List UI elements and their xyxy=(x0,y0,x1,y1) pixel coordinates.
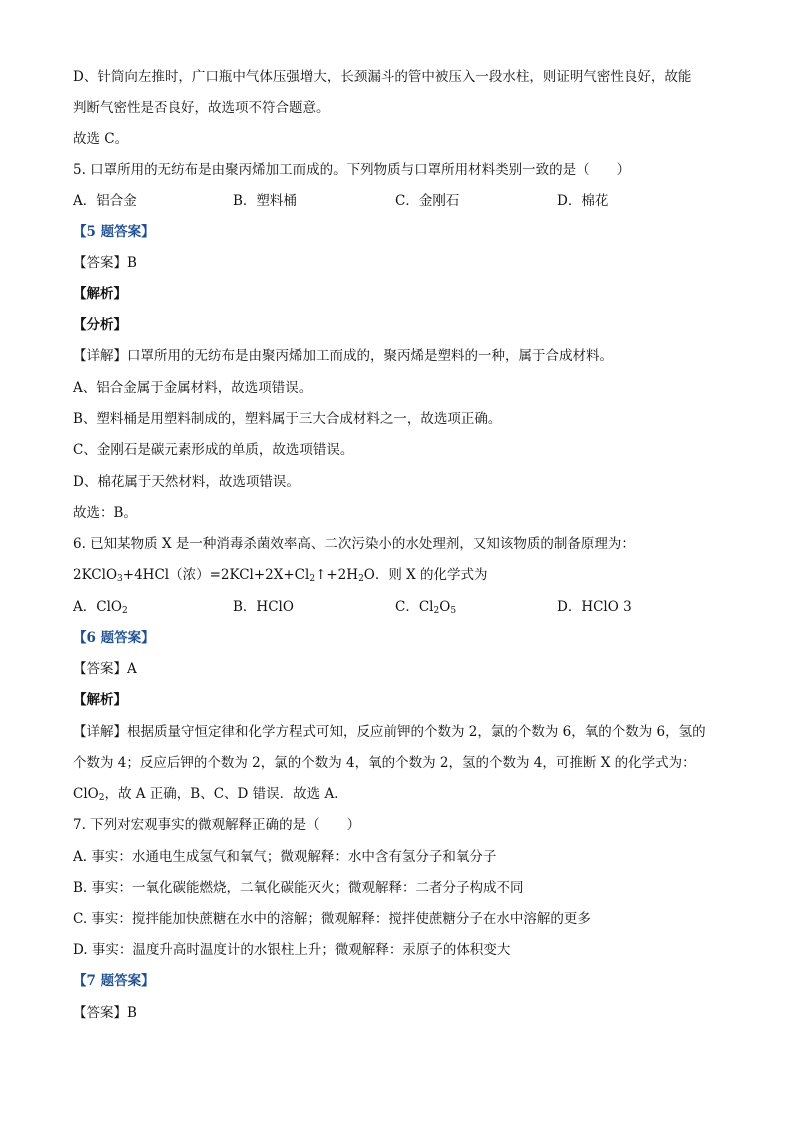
q7-answer: 【答案】B xyxy=(73,1005,137,1021)
q7-option-a: A. 事实：水通电生成氢气和氧气；微观解释：水中含有氢分子和氧分子 xyxy=(73,849,497,865)
q6-answer-header: 【6 题答案】 xyxy=(73,630,155,646)
q4-choice: 故选 C。 xyxy=(73,131,129,147)
q4-option-d-line1: D、针筒向左推时，广口瓶中气体压强增大，长颈漏斗的管中被压入一段水柱，则证明气密性良好，故能 xyxy=(73,69,692,85)
q6-option-b: B．HClO xyxy=(233,599,294,615)
q6-option-d: D．HClO 3 xyxy=(557,599,632,615)
q5-option-d: D．棉花 xyxy=(557,193,609,209)
q5-explain-b: B、塑料桶是用塑料制成的，塑料属于三大合成材料之一，故选项正确。 xyxy=(73,411,502,427)
q7-option-c: C. 事实：搅拌能加快蔗糖在水中的溶解；微观解释：搅拌使蔗糖分子在水中溶解的更多 xyxy=(73,911,591,927)
q6-analysis-label: 【解析】 xyxy=(73,692,127,708)
q5-fenxi-label: 【分析】 xyxy=(73,317,127,333)
q5-answer: 【答案】B xyxy=(73,255,137,271)
q5-explain-d: D、棉花属于天然材料，故选项错误。 xyxy=(73,474,300,490)
q6-conclusion: ClO$_2$，故 A 正确，B、C、D 错误．故选 A． xyxy=(73,786,348,803)
q5-explain-a: A、铝合金属于金属材料，故选项错误。 xyxy=(73,380,313,396)
q6-detail-line2: 个数为 4；反应后钾的个数为 2，氯的个数为 4，氧的个数为 2，氢的个数为 4，可推断 X 的化学式为： xyxy=(73,755,696,771)
q5-option-b: B．塑料桶 xyxy=(233,193,297,209)
q6-option-a: A．ClO$_2$ xyxy=(73,599,128,616)
q6-option-c: C．$Cl_2O_5$ xyxy=(395,599,457,616)
q6-answer: 【答案】A xyxy=(73,661,137,677)
q6-equation: 2KClO$_3$+4HCl（浓）$=2KCl+2X+Cl_2↑+2H_2O$．则 X 的化学式为 xyxy=(73,567,488,584)
q5-detail: 【详解】口罩所用的无纺布是由聚丙烯加工而成的，聚丙烯是塑料的一种，属于合成材料。 xyxy=(73,348,613,364)
q7-option-d: D. 事实：温度升高时温度计的水银柱上升；微观解释：汞原子的体积变大 xyxy=(73,942,511,958)
q5-option-a: A．铝合金 xyxy=(73,193,137,209)
q7-option-b: B. 事实：一氧化碳能燃烧，二氧化碳能灭火；微观解释：二者分子构成不同 xyxy=(73,880,524,896)
q4-option-d-line2: 判断气密性是否良好，故选项不符合题意。 xyxy=(73,100,330,116)
q6-stem: 6. 已知某物质 X 是一种消毒杀菌效率高、二次污染小的水处理剂，又知该物质的制备原理为： xyxy=(73,536,635,552)
q6-detail-line1: 【详解】根据质量守恒定律和化学方程式可知，反应前钾的个数为 2，氯的个数为 6，氧的个数为 6，氢的 xyxy=(73,724,706,740)
q7-answer-header: 【7 题答案】 xyxy=(73,973,155,989)
q5-analysis-label: 【解析】 xyxy=(73,286,127,302)
q7-stem: 7. 下列对宏观事实的微观解释正确的是（ ） xyxy=(73,817,361,833)
q5-answer-header: 【5 题答案】 xyxy=(73,224,155,240)
q5-stem: 5. 口罩所用的无纺布是由聚丙烯加工而成的。下列物质与口罩所用材料类别一致的是（ ） xyxy=(73,162,631,178)
q5-explain-c: C、金刚石是碳元素形成的单质，故选项错误。 xyxy=(73,442,354,458)
q5-option-c: C．金刚石 xyxy=(395,193,460,209)
q5-choice: 故选：B。 xyxy=(73,505,137,521)
